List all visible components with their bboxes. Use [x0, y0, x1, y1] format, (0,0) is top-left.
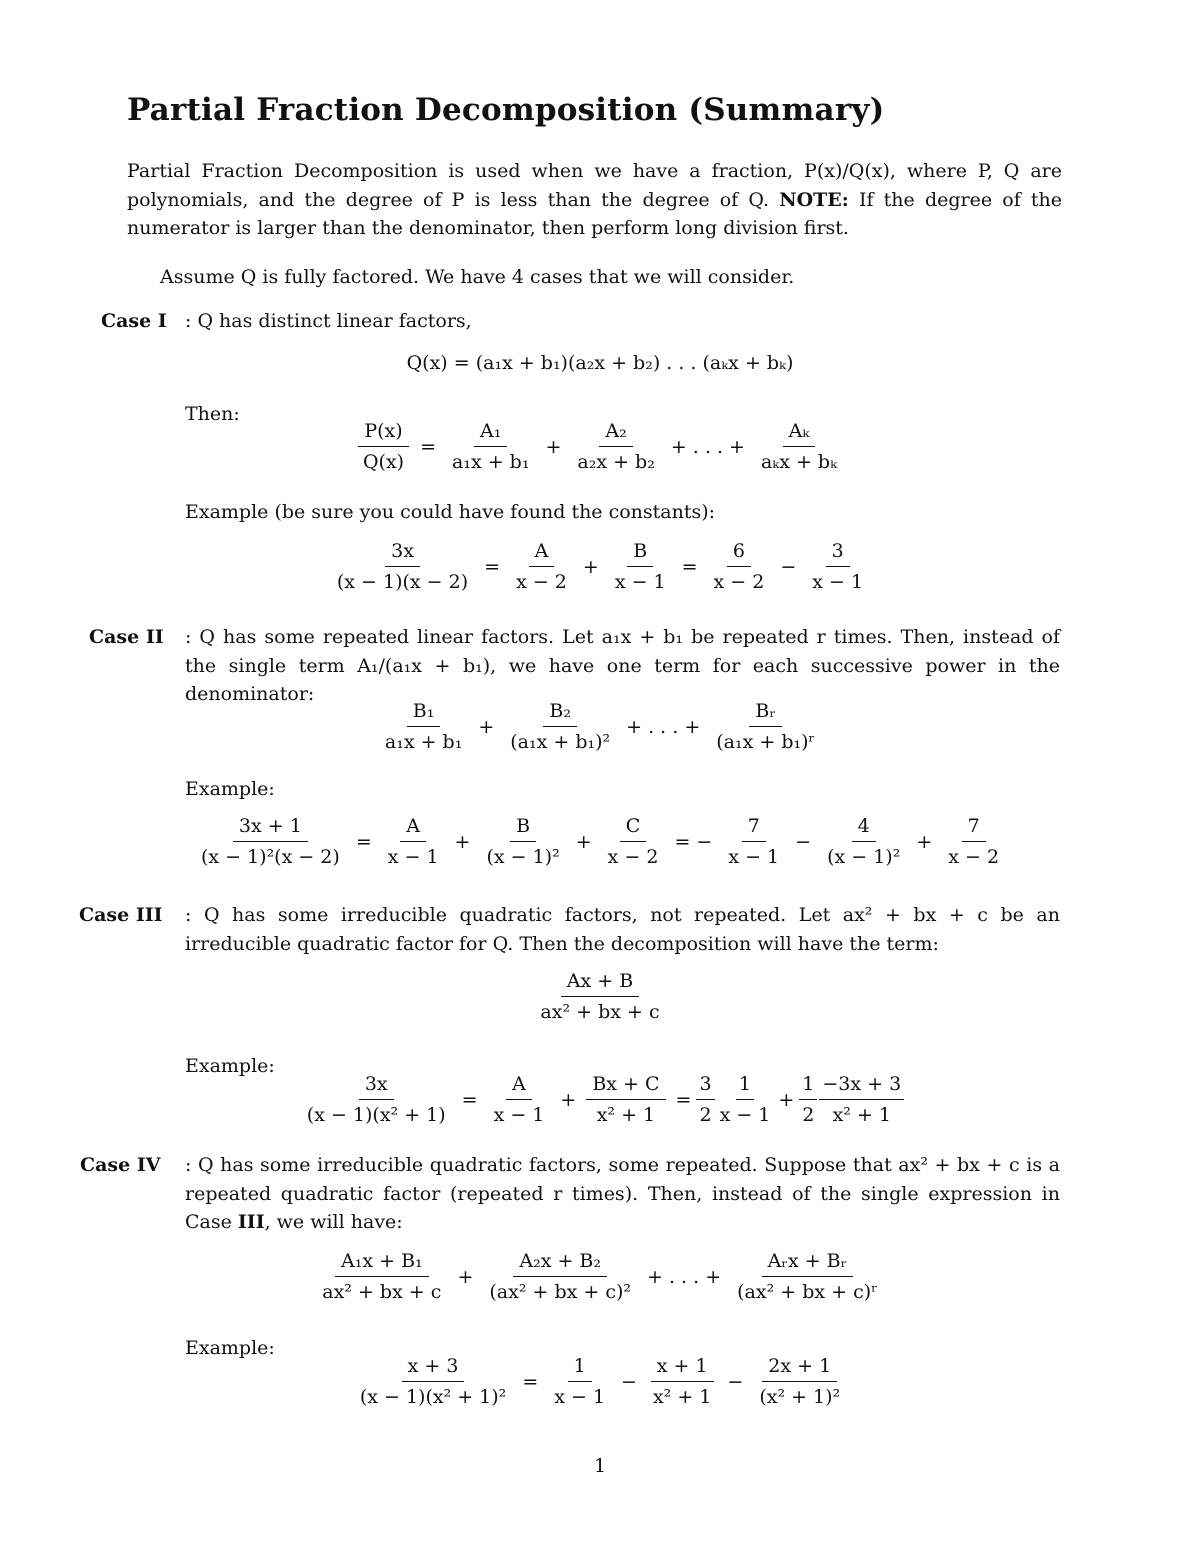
- fraction: $\frac{A}{x - 1}$: [387, 815, 439, 868]
- case-1-example-label: Example (be sure you could have found the constants):: [185, 501, 716, 523]
- case-2-formula: $\frac{\text{B₁}}{\text{a₁x + b₁}}$ + $\frac{\text{B₂}}{\text{(a₁x + b₁)²}}$ + . . . + $\frac{\text{Bᵣ}}{\text{(a₁x + b₁)ʳ}}$: [0, 700, 1200, 753]
- case-3-description: : Q has some irreducible quadratic factors, not repeated. Let ax² + bx + c be an irreducible quadratic factor for Q. Then the decomposition will have the term:: [185, 904, 1060, 955]
- intro-note-text: If the degree of the numerator is larger than the denominator, then perform long division first.: [127, 188, 1063, 239]
- fraction: $\frac{6}{x - 2}$: [713, 540, 765, 593]
- case-4-example-label: Example:: [185, 1337, 275, 1359]
- case-4-bold: III: [237, 1211, 265, 1233]
- fraction: $\frac{B}{x - 1}$: [614, 540, 666, 593]
- fraction: $\frac{\text{B₂}}{\text{(a₁x + b₁)²}}$: [510, 700, 611, 753]
- fraction: $\frac{7}{x - 2}$: [948, 815, 1000, 868]
- fraction: $\frac{\text{A₂x + B₂}}{\text{(ax² + bx + c)²}}$: [489, 1250, 631, 1303]
- case-2-example: $\frac{3x + 1}{\text{(x − 1)²(x − 2)}}$ = $\frac{A}{x - 1}$ + $\frac{B}{\text{(x − 1)²}}$ + $\frac{C}{x - 2}$ = − $\frac{7}{x - 1}$ − $\frac{4}{\text{(x − 1)²}}$ + $\frac{7}{x - 2}$: [0, 815, 1200, 868]
- case-4-text: : Q has some irreducible quadratic factors, some repeated. Suppose that ax² + bx + c is a repeated quadratic factor (repeated r times). Then, instead of the single expression in Case: [185, 1154, 1060, 1233]
- fraction: $\frac{\text{Bᵣ}}{\text{(a₁x + b₁)ʳ}}$: [716, 700, 816, 753]
- intro-text: Partial Fraction Decomposition is used when we have a fraction, P(x)/Q(x), where P, Q are polynomials, and the degree of P is less than the degree of Q.: [127, 160, 1062, 211]
- fraction: $\frac{x + 3}{\text{(x − 1)(x² + 1)²}}$: [359, 1355, 507, 1408]
- case-4-text-end: , we will have:: [264, 1211, 403, 1233]
- fraction: $\frac{\text{A₁x + B₁}}{\text{ax² + bx + c}}$: [322, 1250, 442, 1303]
- fraction: $\frac{x + 1}{\text{x² + 1}}$: [647, 1355, 717, 1408]
- fraction: $\frac{3x}{\text{(x − 1)(x² + 1)}}$: [306, 1073, 446, 1126]
- case-3-formula: [0, 970, 1200, 1023]
- case-2-example-label: Example:: [185, 778, 275, 800]
- fraction: $\frac{B}{\text{(x − 1)²}}$: [486, 815, 560, 868]
- fraction: $\frac{4}{\text{(x − 1)²}}$: [827, 815, 901, 868]
- case-1-factorization: [0, 352, 1200, 374]
- note-label: NOTE:: [779, 188, 849, 211]
- fraction: $\frac{P(x)}{Q(x)}$: [357, 420, 410, 473]
- case-4-example: $\frac{x + 3}{\text{(x − 1)(x² + 1)²}}$ = $\frac{1}{x - 1}$ − $\frac{x + 1}{\text{x² + 1}}$ − $\frac{2x + 1}{\text{(x² + 1)²}}$: [0, 1355, 1200, 1408]
- fraction: $\frac{7}{x - 1}$: [728, 815, 780, 868]
- fraction: $\frac{\text{B₁}}{\text{a₁x + b₁}}$: [384, 700, 463, 753]
- assume-line: Assume Q is fully factored. We have 4 cases that we will consider.: [160, 266, 795, 288]
- fraction: $\frac{3x + 1}{\text{(x − 1)²(x − 2)}}$: [200, 815, 340, 868]
- case-3-label: Case III: [79, 904, 163, 926]
- fraction: $\frac{\text{A₁}}{\text{a₁x + b₁}}$: [452, 420, 530, 473]
- fraction: $\frac{2x + 1}{\text{(x² + 1)²}}$: [759, 1355, 841, 1408]
- case-1-label: Case I: [101, 310, 167, 332]
- fraction: $\frac{A}{x - 2}$: [516, 540, 567, 593]
- fraction: $\frac{3}{2}$: [696, 1073, 714, 1126]
- case-1-example: $\frac{3x}{(x - 1)(x - 2)}$ = $\frac{A}{x - 2}$ + $\frac{B}{x - 1}$ = $\frac{6}{x - 2}$ − $\frac{3}{x - 1}$: [0, 540, 1200, 593]
- case-3-example-label: Example:: [185, 1055, 275, 1077]
- fraction: $\frac{C}{x - 2}$: [607, 815, 659, 868]
- fraction: $\frac{A}{x - 1}$: [493, 1073, 545, 1126]
- fraction: $\frac{\text{Aᵣx + Bᵣ}}{\text{(ax² + bx + c)ʳ}}$: [737, 1250, 878, 1303]
- fraction: $\frac{1}{x - 1}$: [719, 1073, 771, 1126]
- fraction: $\frac{-3x + 3}{\text{x² + 1}}$: [819, 1073, 904, 1126]
- page-title: Partial Fraction Decomposition (Summary): [127, 92, 885, 128]
- factorization-text: Q(x) = (a₁x + b₁)(a₂x + b₂) . . . (aₖx + bₖ): [406, 352, 794, 374]
- fraction: $\frac{3x}{(x - 1)(x - 2)}$: [336, 540, 469, 593]
- fraction: $\frac{Ax + B}{\text{ax² + bx + c}}$: [540, 970, 660, 1023]
- case-1-then: Then:: [185, 403, 240, 425]
- intro-paragraph: [127, 157, 1062, 243]
- fraction: $\frac{1}{2}$: [799, 1073, 817, 1126]
- fraction: $\frac{Bx + C}{\text{x² + 1}}$: [586, 1073, 665, 1126]
- case-4-description: [185, 1151, 1060, 1237]
- page-number: 1: [593, 1455, 607, 1477]
- case-1-description: : Q has distinct linear factors,: [185, 310, 472, 332]
- case-1-formula: $\frac{P(x)}{Q(x)}$ = $\frac{\text{A₁}}{\text{a₁x + b₁}}$ + $\frac{\text{A₂}}{\text{a₂x + b₂}}$ + . . . + $\frac{\text{Aₖ}}{\text{aₖx + bₖ}}$: [0, 420, 1200, 473]
- fraction: $\frac{\text{Aₖ}}{\text{aₖx + bₖ}}$: [760, 420, 838, 473]
- case-2-label: Case II: [89, 626, 164, 648]
- fraction: $\frac{\text{A₂}}{\text{a₂x + b₂}}$: [577, 420, 655, 473]
- case-4-label: Case IV: [80, 1154, 161, 1176]
- fraction: $\frac{3}{x - 1}$: [812, 540, 864, 593]
- fraction: $\frac{1}{x - 1}$: [554, 1355, 606, 1408]
- case-2-description: : Q has some repeated linear factors. Let a₁x + b₁ be repeated r times. Then, instead of the single term A₁/(a₁x + b₁), we have one term for each successive power in the denominator:: [185, 626, 1060, 705]
- case-3-example: $\frac{3x}{\text{(x − 1)(x² + 1)}}$ = $\frac{A}{x - 1}$ + $\frac{Bx + C}{\text{x² + 1}}$ = $\frac{3}{2}$ $\frac{1}{x - 1}$ + $\frac{1}{2}$ $\frac{-3x + 3}{\text{x² + 1}}$: [0, 1073, 1200, 1126]
- case-4-formula: $\frac{\text{A₁x + B₁}}{\text{ax² + bx + c}}$ + $\frac{\text{A₂x + B₂}}{\text{(ax² + bx + c)²}}$ + . . . + $\frac{\text{Aᵣx + Bᵣ}}{\text{(ax² + bx + c)ʳ}}$: [0, 1250, 1200, 1303]
